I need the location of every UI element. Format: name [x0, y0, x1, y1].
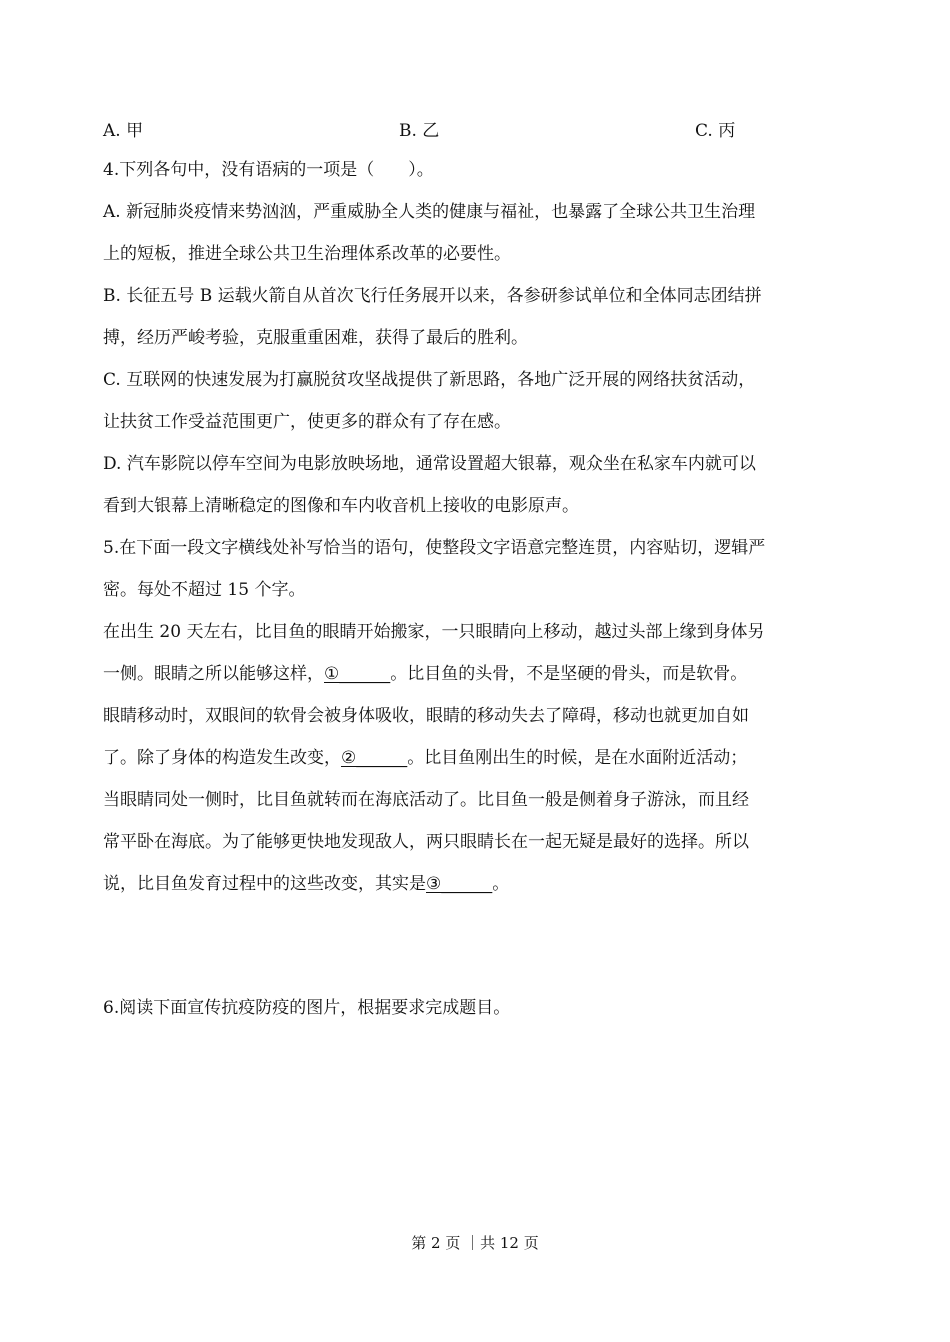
q4-option-a-line2: 上的短板，推进全球公共卫生治理体系改革的必要性。 — [103, 244, 511, 264]
q3-option-a: A. 甲 — [103, 121, 144, 141]
q5-passage-text: 一侧。眼睛之所以能够这样， — [103, 664, 324, 684]
q5-passage-line5: 当眼睛同处一侧时，比目鱼就转而在海底活动了。比目鱼一般是侧着身子游泳，而且经 — [103, 790, 749, 810]
q4-option-d-line1: D. 汽车影院以停车空间为电影放映场地，通常设置超大银幕，观众坐在私家车内就可以 — [103, 454, 756, 474]
answer-blank-1[interactable]: ①______ — [324, 664, 391, 684]
q5-passage-line6: 常平卧在海底。为了能够更快地发现敌人，两只眼睛长在一起无疑是最好的选择。所以 — [103, 832, 749, 852]
q4-option-c-line2: 让扶贫工作受益范围更广，使更多的群众有了存在感。 — [103, 412, 511, 432]
q5-stem-line2: 密。每处不超过 15 个字。 — [103, 580, 306, 600]
q4-option-b-line2: 搏，经历严峻考验，克服重重困难，获得了最后的胜利。 — [103, 328, 528, 348]
q5-passage-text: 。比目鱼的头骨，不是坚硬的骨头，而是软骨。 — [390, 664, 748, 684]
page-footer: 第 2 页 ｜共 12 页 — [411, 1234, 539, 1252]
q4-option-c-line1: C. 互联网的快速发展为打赢脱贫攻坚战提供了新思路，各地广泛开展的网络扶贫活动， — [103, 370, 756, 390]
q5-passage-line2 — [103, 663, 747, 685]
q5-passage-text: 说，比目鱼发育过程中的这些改变，其实是 — [103, 874, 426, 894]
q4-option-a-line1: A. 新冠肺炎疫情来势汹汹，严重威胁全人类的健康与福祉，也暴露了全球公共卫生治理 — [103, 202, 756, 222]
q5-passage-line4 — [103, 747, 747, 769]
q5-passage-line7 — [103, 873, 509, 895]
q4-option-b-line1: B. 长征五号 B 运载火箭自从首次飞行任务展开以来，各参研参试单位和全体同志团结拼 — [103, 286, 762, 306]
q5-stem-line1: 5.在下面一段文字横线处补写恰当的语句，使整段文字语意完整连贯，内容贴切，逻辑严 — [103, 538, 766, 558]
q5-passage-text: 了。除了身体的构造发生改变， — [103, 748, 341, 768]
q4-option-d-line2: 看到大银幕上清晰稳定的图像和车内收音机上接收的电影原声。 — [103, 496, 579, 516]
q3-option-c: C. 丙 — [695, 121, 736, 141]
answer-blank-3[interactable]: ③______ — [426, 874, 493, 894]
q6-stem: 6.阅读下面宣传抗疫防疫的图片，根据要求完成题目。 — [103, 998, 511, 1018]
q5-passage-text: 。比目鱼刚出生的时候，是在水面附近活动； — [407, 748, 748, 768]
q5-passage-line1: 在出生 20 天左右，比目鱼的眼睛开始搬家，一只眼睛向上移动，越过头部上缘到身体另 — [103, 622, 765, 642]
q5-passage-text: 。 — [492, 874, 510, 894]
q5-passage-line3: 眼睛移动时，双眼间的软骨会被身体吸收，眼睛的移动失去了障碍，移动也就更加自如 — [103, 706, 749, 726]
answer-blank-2[interactable]: ②______ — [341, 748, 408, 768]
q3-option-b: B. 乙 — [399, 121, 440, 141]
q4-stem: 4.下列各句中，没有语病的一项是（ ）。 — [103, 160, 434, 180]
